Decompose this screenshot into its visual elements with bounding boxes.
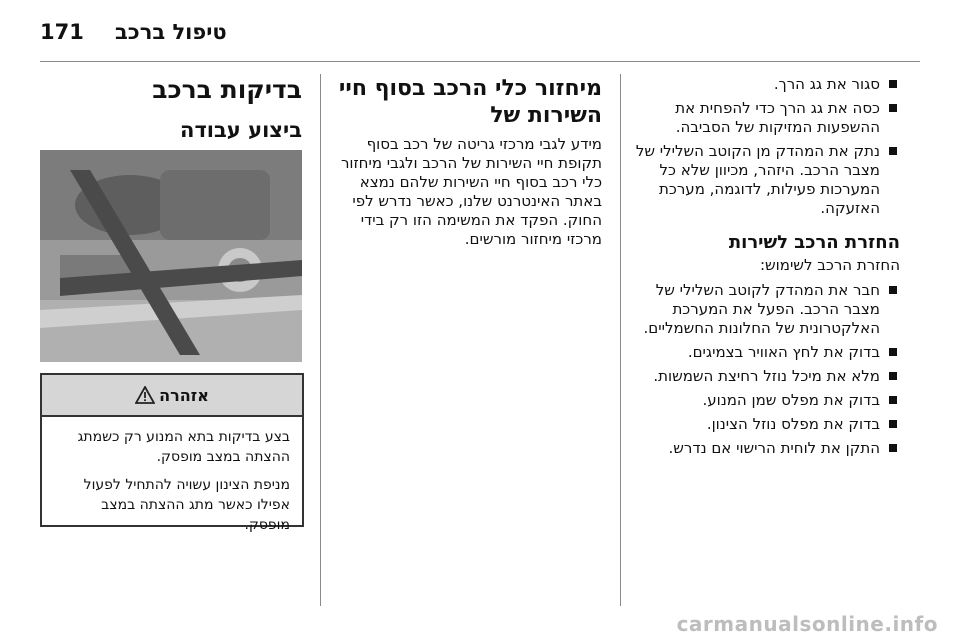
right-column (635, 75, 900, 463)
header-title: טיפול ברכב (115, 20, 227, 44)
warning-triangle-icon (135, 386, 155, 404)
section-heading-return-to-service: החזרת הרכב לשירות (728, 232, 900, 253)
recycling-heading: מיחזור כלי הרכב בסוף חיי השירות של (338, 76, 602, 128)
list-item: התקן את לוחית הרישוי אם נדרש. (635, 439, 900, 458)
bullet-list-return (635, 281, 900, 458)
list-item: בדוק את מפלס נוזל הצינון. (635, 415, 900, 434)
list-item: בדוק את מפלס שמן המנוע. (635, 391, 900, 410)
engine-bay-crossed-out-photo (40, 150, 302, 362)
watermark: carmanualsonline.info (676, 612, 938, 636)
list-item: נתק את המהדק מן הקוטב השלילי של מצבר הרכב. היזהר, מכיוון שלא כל המערכות פעילות, לדוגמה, מערכת האזעקה. (635, 142, 900, 218)
column-divider-left (320, 74, 321, 606)
sub-heading: ביצוע עבודה (180, 118, 302, 142)
list-item: בדוק את לחץ האוויר בצמיגים. (635, 343, 900, 362)
warning-body (42, 417, 302, 535)
header-rule (40, 61, 920, 62)
bullet-list-storage (635, 75, 900, 218)
page-number: 171 (40, 20, 84, 44)
middle-column (332, 75, 602, 249)
warning-paragraph: מניפת הצינון עשויה להתחיל לפעול אפילו כאשר מתג ההצתה במצב מופסק. (83, 477, 290, 533)
column-divider-right (620, 74, 621, 606)
page-heading: בדיקות ברכב (152, 75, 302, 104)
warning-header (42, 375, 302, 417)
list-item: סגור את גג הרך. (635, 75, 900, 94)
left-column-headings (40, 75, 302, 143)
page-header (40, 14, 920, 54)
engine-bay-photo (40, 150, 302, 362)
warning-box (40, 373, 304, 533)
section-intro: החזרת הרכב לשימוש: (760, 256, 900, 274)
list-item: חבר את המהדק לקוטב השלילי של מצבר הרכב. הפעל את המערכת האלקטרונית של החלונות החשמליים. (635, 281, 900, 338)
recycling-body: מידע לגבי מרכזי גריטה של רכב בסוף תקופת חיי השירות של הרכב ולגבי מיחזור כלי רכב בסוף חיי השירות שלהם נמצא באתר האינטרנט שלנו, כאשר נדרש לפי החוק. הפקד את המשימה הזו רק בידי מרכזי מיחזור מורשים. (340, 135, 602, 248)
list-item: כסה את גג הרך כדי להפחית את ההשפעות המזיקות של הסביבה. (635, 99, 900, 137)
warning-title: אזהרה (159, 385, 209, 405)
warning-paragraph: בצע בדיקות בתא המנוע רק כשמתג ההצתה במצב מופסק. (77, 429, 290, 465)
list-item: מלא את מיכל נוזל רחיצת השמשות. (635, 367, 900, 386)
